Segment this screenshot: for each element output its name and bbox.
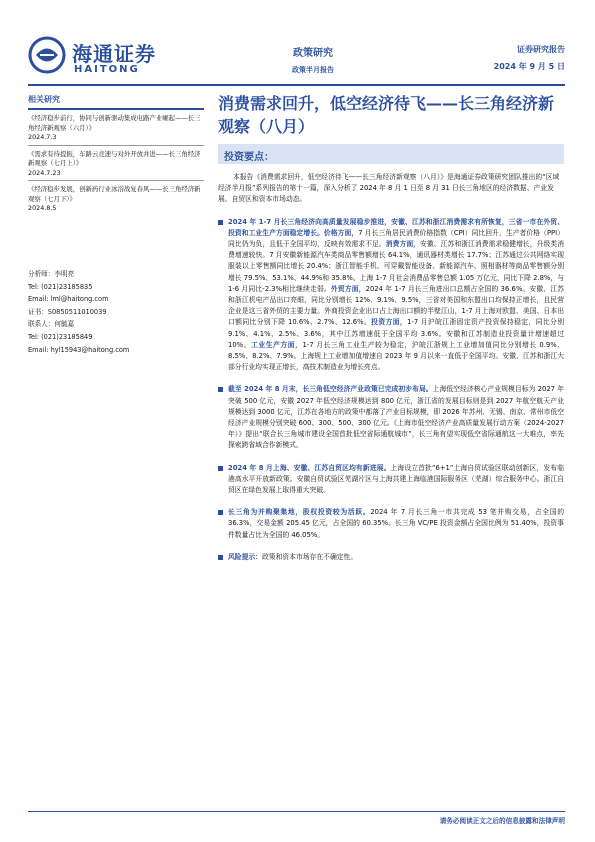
- footer-disclaimer: 请务必阅读正文之后的信息披露和法律声明: [439, 817, 565, 825]
- related-item[interactable]: [28, 150, 204, 182]
- logo-en: HAITONG: [74, 64, 140, 75]
- related-item-title: 《需求有待提振，车路云竞速与对外开放并进——长三角经济新观察（七月上）》: [28, 149, 201, 167]
- key-point-text: 上海设立首批“6+1”上海自贸试验区联动创新区，发布临港高水平开放新政策。安徽自贸试验区芜湖片区与上海共建上海临港国际服务区（芜湖）综合服务中心。浙江自贸区在绿色发展上取得重大突破。: [228, 463, 564, 495]
- related-title: 相关研究: [28, 94, 204, 110]
- bullet-square-icon: [218, 510, 223, 515]
- bullet-square-icon: [218, 220, 223, 225]
- intro-paragraph: 本报告《消费需求回升，低空经济待飞——长三角经济新观察（八月）》是海通证券政策研究团队推出的“区域经济半月报”系列报告的第十一篇，深入分析了 2024 年 8 月 1 日至 8 月 31 日长三角地区的经济数据、产业发展、自贸区和资本市场动态。: [218, 173, 560, 204]
- report-title: 消费需求回升，低空经济待飞——长三角经济新观察（八月）: [218, 94, 555, 136]
- bullet-square-icon: [218, 466, 223, 471]
- contact-tel: Tel: (021)23185849: [28, 332, 93, 341]
- bullet-square-icon: [218, 387, 223, 392]
- contact-name: 联系人：何毓嘉: [28, 320, 75, 329]
- key-point-block: [218, 384, 564, 451]
- key-point-text: 安徽、江苏和浙江消费需求稳健增长，升级类消费增速较快。7 月安徽新能源汽车类商品零售额增长 64.1%，通讯器材类增长 17.7%；江苏通过公共网络实现服装以上零售额同比增长 20.4%；浙江智能手机、可穿戴智能设备、新能源汽车、照相器材等商品零售额分别增长 79.5%、53.1%、44.9%和 35.8%。上海 1-7 月社会消费品零售总额 1.05 万亿元，同比下降 2.8%，与 1-6 月同比-2.3%相比继续走弱。: [228, 240, 565, 293]
- key-point-bold: 2024 年 8 月上海、安徽、江苏自贸区均有新进展。: [228, 463, 391, 472]
- risk-warning-label: 风险提示：: [228, 552, 262, 561]
- key-point-bold: 长三角为并购聚集地，股权投资较为活跃。: [228, 508, 371, 517]
- doc-type: 政策研究: [293, 48, 333, 59]
- key-point-block: [218, 507, 564, 541]
- haitong-logo-icon: [28, 36, 66, 74]
- key-point-text: 7 月长三角居民消费价格指数（CPI）同比回升，生产者价格（PPI）同比仍为负，且低于全国平均，反映有效需求不足。: [228, 228, 565, 249]
- key-point-text: 1-7 月沪皖江浙固定资产投资保持稳定，同比分别 9.1%、4.1%、2.5%、3.6%，其中江苏增速低于全国平均 3.6%。安徽和江苏制造业投资量计增速超过 10%。: [228, 318, 565, 349]
- key-point-block: [218, 217, 564, 374]
- bullet-square-icon: [218, 555, 223, 560]
- main-content: [218, 92, 564, 563]
- key-point-bold: 外贸方面，: [330, 284, 366, 293]
- key-points-label: 投资要点：: [224, 152, 274, 163]
- related-separator: [28, 180, 204, 181]
- header-divider: [28, 84, 565, 86]
- key-point-block: [218, 463, 564, 497]
- related-item-date: 2024.7.23: [28, 168, 61, 177]
- analyst-name: 分析师：李明亮: [28, 270, 75, 278]
- key-points-band: [218, 144, 564, 164]
- key-point-bold: 投资方面，: [371, 318, 408, 327]
- related-item-date: 2024.7.3: [28, 133, 57, 141]
- key-point-text: 2024 年 7 月长三角一市共完成 53 笔并购交易，占全国的 36.3%，交易金额 205.45 亿元，占全国的 60.35%。长三角 VC/PE 投资金额占全国比例为 51.40%，投资事件数量占比为全国的 46.05%。: [228, 508, 564, 539]
- contact-email[interactable]: Email: hyl15943@haitong.com: [28, 345, 130, 354]
- doc-type-block: [258, 44, 368, 75]
- related-item-title: 《经济稳步前行，协同与创新驱动集成电路产业崛起——长三角经济新观察（六月）》: [28, 114, 201, 132]
- analyst-cert: 证书：S0850511010039: [28, 307, 107, 316]
- report-label: 证券研究报告: [517, 45, 565, 54]
- key-point-bold: 截至 2024 年 8 月末，长三角低空经济产业政策已完成初步布局。: [228, 385, 433, 394]
- risk-warning-text: 政策和资本市场存在不确定性。: [261, 552, 358, 561]
- logo-cn: 海通证券: [72, 42, 156, 66]
- related-item-date: 2024.8.5: [28, 204, 57, 212]
- analyst-email[interactable]: Email: lml@haitong.com: [28, 295, 109, 304]
- key-point-text: 2024 年 1-7 月长三角进出口总额占全国的 36.6%。安徽、江苏和浙江机电产品出口亮眼，同比分别增长 12%、9.1%、9.5%，三省对美国和东盟出口均保持正增长，且民营企业是这三省外贸的主要力量。外商投资企业出口占上海出口额的半壁江山，1-7 月上海对欧盟、美国、日本出口额同比分别下降 10.6%、2.7%、12.6%。: [228, 284, 565, 327]
- analyst-tel: Tel: (021)23185835: [28, 282, 93, 291]
- analyst-contacts: [28, 268, 204, 356]
- related-item[interactable]: [28, 185, 204, 214]
- report-meta: [494, 44, 565, 72]
- footer-divider: [28, 811, 565, 812]
- risk-warning-block: [218, 552, 564, 563]
- related-research: [28, 94, 204, 214]
- key-point-bold: 消费方面，: [385, 240, 421, 249]
- related-item[interactable]: [28, 114, 204, 146]
- doc-subtype: 政策半月报告: [292, 66, 334, 74]
- related-separator: [28, 145, 204, 146]
- key-point-bold: 工业生产方面，: [251, 340, 303, 349]
- key-point-bold: 2024 年 1-7 月长三角经济向高质量发展稳步推进，安徽、江苏和浙江消费需求有所恢复，三省一市在外贸、投资和工业生产方面稳定增长。价格方面，: [228, 217, 564, 237]
- related-item-title: 《经济稳步发展，创新药行业冰浴战复春风——长三角经济新观察（七月下）》: [28, 185, 201, 203]
- key-point-text: 上海低空经济核心产业规模目标为 2027 年突破 500 亿元，安徽 2027 年低空经济规模达到 800 亿元，浙江省的发展目标则是到 2027 年航空航天产业规模达到 3000 亿元，江苏在各地方的政策中都落了产业目标规模，即 2026 年苏州、无锡、南京、常州市低空经济产业规模分别突破 600、300、500、300 亿元。《上海市低空经济产业高质量发展行动方案（2024-2027 年）》提出“联合长三角城市建设全国首批低空省际通航城市”，长三角有望实现低空省际通航这一大难点，率先探索跨省域合作新模式。: [228, 385, 564, 450]
- report-date: 2024 年 9 月 5 日: [493, 62, 565, 71]
- haitong-logo: [28, 36, 188, 80]
- key-point-text: 1-7 月长三角工业生产较为稳定，沪皖江浙规上工业增加值同比分别增长 0.9%、8.5%、8.2%、7.9%。上海规上工业增加值增速自 2023 年 9 月以来一直低于全国平均。安徽、江苏和浙江大部分行业均实现正增长，高技术制造业为增长亮点。: [228, 340, 565, 372]
